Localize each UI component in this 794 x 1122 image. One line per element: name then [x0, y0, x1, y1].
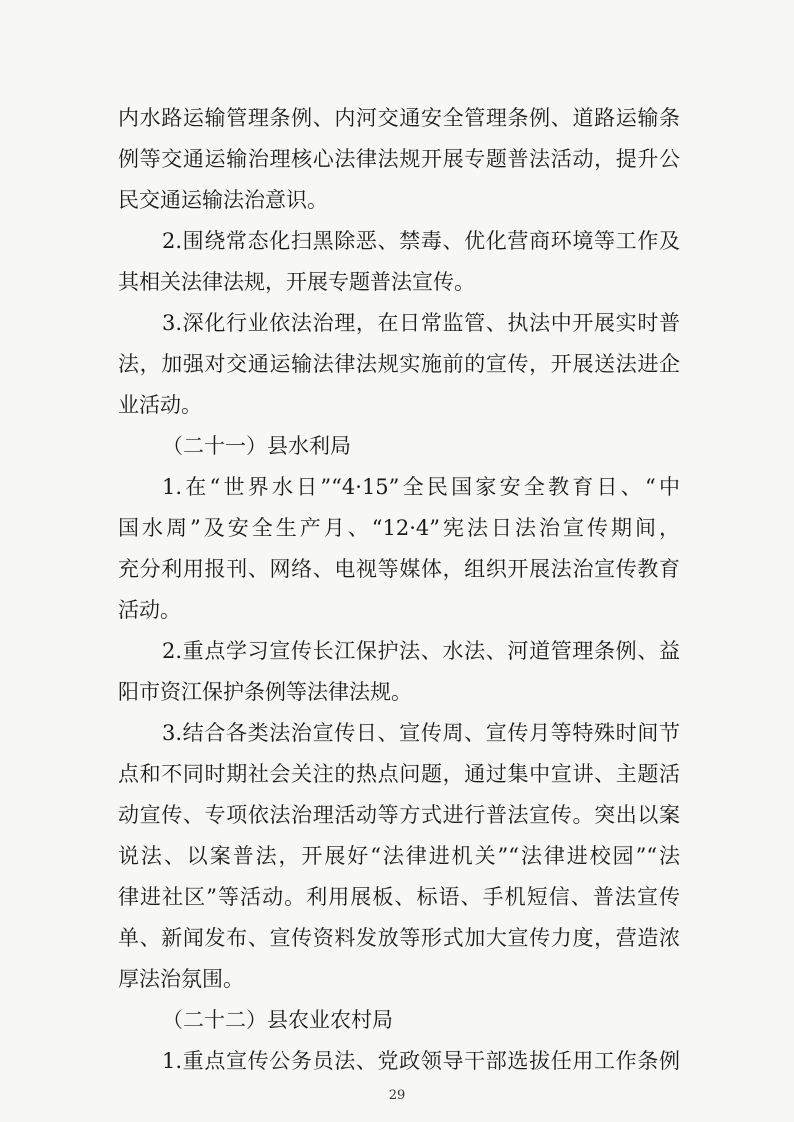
body-text-line: 3.深化行业依法治理，在日常监管、执法中开展实时普 [162, 311, 680, 335]
body-text-line: 法，加强对交通运输法律法规实施前的宣传，开展送法进企 [118, 352, 680, 376]
body-text-line: 内水路运输管理条例、内河交通安全管理条例、道路运输条 [118, 106, 680, 130]
body-text-line: 点和不同时期社会关注的热点问题，通过集中宣讲、主题活 [118, 762, 680, 786]
body-text-line: 律进社区”等活动。利用展板、标语、手机短信、普法宣传 [118, 885, 680, 909]
body-text-line: 其相关法律法规，开展专题普法宣传。 [118, 270, 475, 294]
body-text-line: 1.在“世界水日”“4·15”全民国家安全教育日、“中 [162, 475, 680, 499]
body-text-line: 民交通运输法治意识。 [118, 188, 328, 212]
body-text-line: 充分利用报刊、网络、电视等媒体，组织开展法治宣传教育 [118, 557, 680, 581]
body-text-line: 活动。 [118, 598, 181, 622]
body-text-line: 国水周”及安全生产月、“12·4”宪法日法治宣传期间， [118, 516, 680, 540]
body-text-line: 说法、以案普法，开展好“法律进机关”“法律进校园”“法 [118, 844, 680, 868]
body-text-line: 动宣传、专项依法治理活动等方式进行普法宣传。突出以案 [118, 803, 680, 827]
page-number: 29 [388, 1088, 406, 1103]
body-text-line: 业活动。 [118, 393, 202, 417]
section-heading: （二十二）县农业农村局 [162, 1008, 393, 1032]
body-text-line: 厚法治氛围。 [118, 967, 244, 991]
body-text-line: 2.重点学习宣传长江保护法、水法、河道管理条例、益 [162, 639, 680, 663]
body-text-line: 3.结合各类法治宣传日、宣传周、宣传月等特殊时间节 [162, 721, 680, 745]
body-text-line: 单、新闻发布、宣传资料发放等形式加大宣传力度，营造浓 [118, 926, 680, 950]
body-text-line: 2.围绕常态化扫黑除恶、禁毒、优化营商环境等工作及 [162, 229, 680, 253]
section-heading: （二十一）县水利局 [162, 434, 351, 458]
body-text-line: 1.重点宣传公务员法、党政领导干部选拔任用工作条例 [162, 1049, 680, 1073]
body-text-line: 阳市资江保护条例等法律法规。 [118, 680, 412, 704]
body-text-line: 例等交通运输治理核心法律法规开展专题普法活动，提升公 [118, 147, 680, 171]
